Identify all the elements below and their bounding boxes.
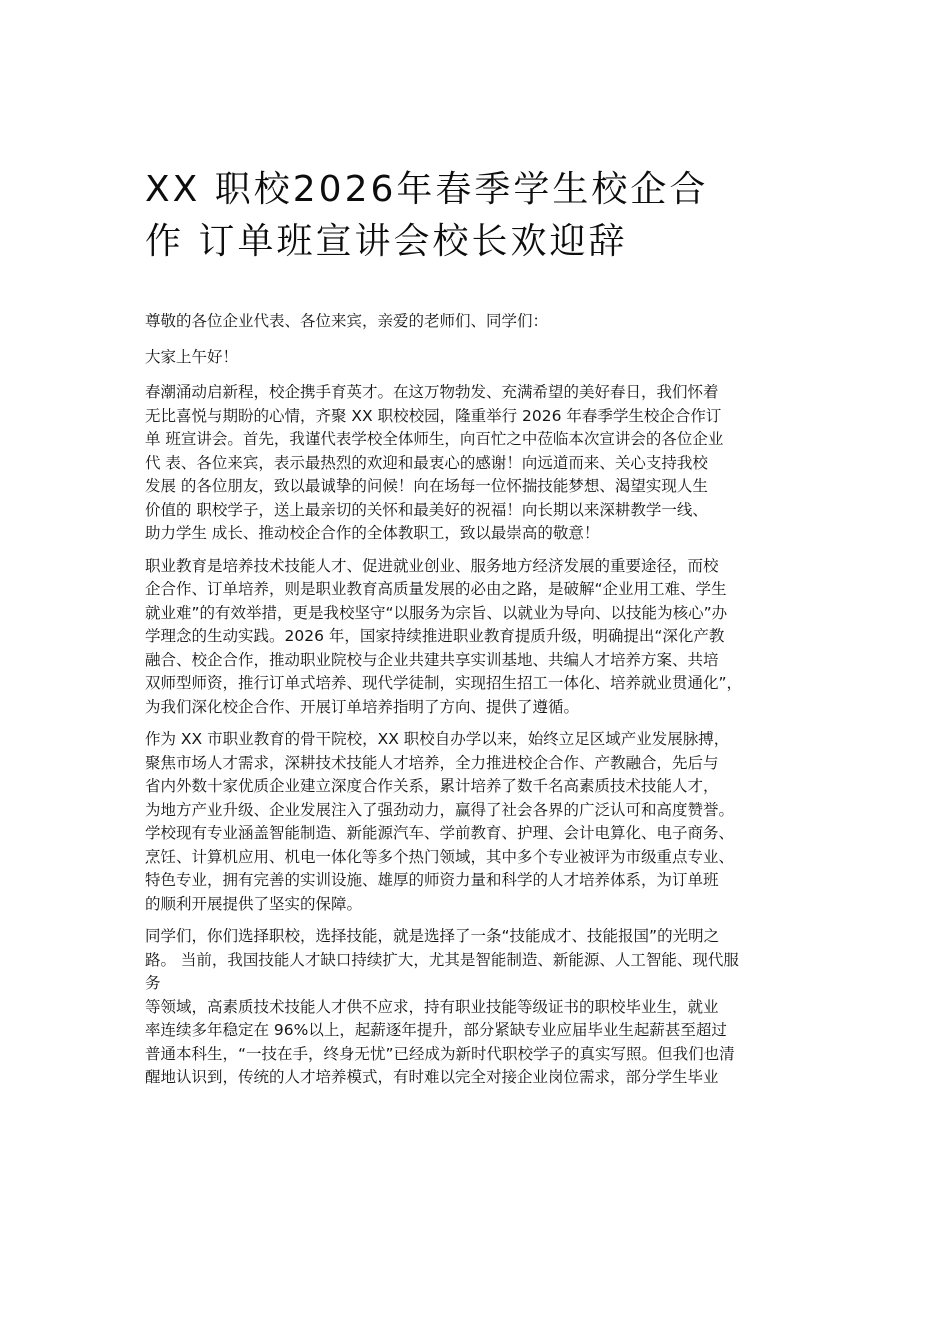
text-line: 为地方产业升级、企业发展注入了强劲动力，赢得了社会各界的广泛认可和高度赞誉。 bbox=[145, 800, 735, 819]
text-line: 务 bbox=[145, 974, 161, 992]
salutation-text: 尊敬的各位企业代表、各位来宾，亲爱的老师们、同学们： bbox=[145, 312, 549, 330]
paragraph-school-intro bbox=[145, 728, 825, 916]
text-line: 春潮涌动启新程，校企携手育英才。在这万物勃发、充满希望的美好春日，我们怀着 bbox=[145, 383, 719, 401]
greeting bbox=[145, 346, 825, 370]
text-line: 价值的 职校学子，送上最亲切的关怀和最美好的祝福！向长期以来深耕教学一线、 bbox=[145, 500, 708, 519]
text-line: 学校现有专业涵盖智能制造、新能源汽车、学前教育、护理、会计电算化、电子商务、 bbox=[145, 824, 735, 842]
text-line: 率连续多年稳定在 96%以上，起薪逐年提升，部分紧缺专业应届毕业生起薪甚至超过 bbox=[145, 1021, 727, 1039]
text-line: 发展 的各位朋友，致以最诚挚的问候！向在场每一位怀揣技能梦想、渴望实现人生 bbox=[145, 477, 708, 495]
text-line: 路。 当前，我国技能人才缺口持续扩大，尤其是智能制造、新能源、人工智能、现代服 bbox=[145, 950, 739, 969]
document-body bbox=[145, 310, 825, 1099]
text-line: 学理念的生动实践。2026 年，国家持续推进职业教育提质升级，明确提出“深化产教 bbox=[145, 627, 725, 645]
text-line: 作为 XX 市职业教育的骨干院校，XX 职校自办学以来，始终立足区域产业发展脉搏， bbox=[145, 730, 730, 748]
paragraph-welcome bbox=[145, 381, 825, 546]
text-line: 普通本科生，“一技在手，终身无忧”已经成为新时代职校学子的真实写照。但我们也清 bbox=[145, 1044, 735, 1063]
text-line: 特色专业，拥有完善的实训设施、雄厚的师资力量和科学的人才培养体系，为订单班 bbox=[145, 871, 719, 889]
paragraph-students bbox=[145, 925, 825, 1090]
title-line-1: XX 职校2026年春季学生校企合 bbox=[145, 169, 709, 210]
text-line: 聚焦市场人才需求，深耕技术技能人才培养，全力推进校企合作、产教融合，先后与 bbox=[145, 753, 719, 772]
text-line: 同学们，你们选择职校，选择技能，就是选择了一条“技能成才、技能报国”的光明之 bbox=[145, 927, 720, 945]
text-line: 单 班宣讲会。首先，我谨代表学校全体师生，向百忙之中莅临本次宣讲会的各位企业 bbox=[145, 430, 724, 448]
title-line-2: 作 订单班宣讲会校长欢迎辞 bbox=[145, 221, 628, 262]
text-line: 职业教育是培养技术技能人才、促进就业创业、服务地方经济发展的重要途径，而校 bbox=[145, 556, 719, 575]
text-line: 省内外数十家优质企业建立深度合作关系，累计培养了数千名高素质技术技能人才， bbox=[145, 777, 719, 795]
text-line: 为我们深化校企合作、开展订单培养指明了方向、提供了遵循。 bbox=[145, 697, 580, 716]
text-line: 融合、校企合作，推动职业院校与企业共建共享实训基地、共编人才培养方案、共培 bbox=[145, 650, 719, 669]
text-line: 助力学生 成长、推动校企合作的全体教职工，致以最崇高的敬意！ bbox=[145, 524, 600, 542]
text-line: 醒地认识到，传统的人才培养模式，有时难以完全对接企业岗位需求，部分学生毕业 bbox=[145, 1068, 719, 1086]
text-line: 等领域，高素质技术技能人才供不应求，持有职业技能等级证书的职校毕业生，就业 bbox=[145, 997, 719, 1016]
paragraph-vocational-education bbox=[145, 555, 825, 720]
text-line: 的顺利开展提供了坚实的保障。 bbox=[145, 894, 363, 913]
text-line: 代 表、各位来宾，表示最热烈的欢迎和最衷心的感谢！向远道而来、关心支持我校 bbox=[145, 453, 708, 472]
text-line: 企合作、订单培养，则是职业教育高质量发展的必由之路，是破解“企业用工难、学生 bbox=[145, 580, 727, 598]
document-title bbox=[145, 164, 825, 268]
text-line: 双师型师资，推行订单式培养、现代学徒制，实现招生招工一体化、培养就业贯通化”， bbox=[145, 674, 743, 692]
salutation bbox=[145, 310, 825, 334]
text-line: 就业难”的有效举措，更是我校坚守“以服务为宗旨、以就业为导向、以技能为核心”办 bbox=[145, 603, 728, 622]
text-line: 无比喜悦与期盼的心情，齐聚 XX 职校校园，隆重举行 2026 年春季学生校企合作订 bbox=[145, 406, 722, 425]
greeting-text: 大家上午好！ bbox=[145, 347, 239, 366]
text-line: 烹饪、计算机应用、机电一体化等多个热门领域，其中多个专业被评为市级重点专业、 bbox=[145, 847, 735, 866]
